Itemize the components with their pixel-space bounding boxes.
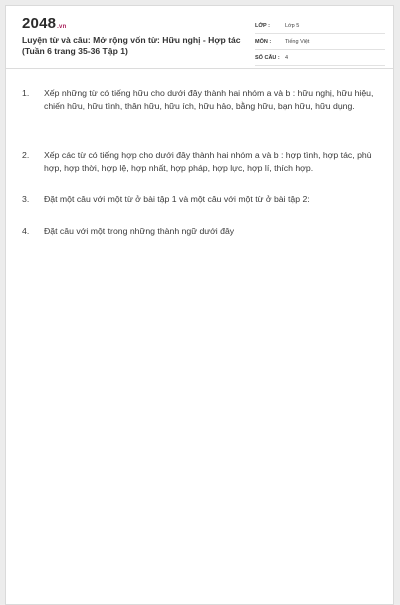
meta-row-question-count [255, 50, 385, 66]
meta-value-question-count: 4 [285, 54, 289, 61]
question-item [22, 149, 384, 175]
meta-value-subject: Tiếng Việt [285, 38, 310, 45]
question-item [22, 193, 384, 206]
meta-label-question-count: SỐ CÂU : [255, 54, 280, 61]
worksheet-header [6, 6, 393, 69]
meta-label-subject: MÔN : [255, 38, 272, 45]
question-number: 1. [22, 88, 30, 98]
question-item [22, 225, 384, 238]
question-text: Đặt một câu với một từ ở bài tập 1 và một câu với một từ ở bài tập 2: [44, 194, 310, 204]
question-text: Xếp những từ có tiếng hữu cho dưới đây thành hai nhóm a và b : hữu nghị, hữu hiệu, chiến hữu, hữu tình, thân hữu, hữu ích, hữu hảo, bằng hữu, bạn hữu, hữu dụng. [44, 88, 374, 111]
site-logo[interactable] [22, 15, 66, 32]
meta-row-grade [255, 18, 385, 34]
question-list [22, 82, 384, 238]
lesson-meta [255, 18, 385, 66]
worksheet-page [5, 5, 394, 605]
meta-value-grade: Lớp 5 [285, 22, 300, 29]
meta-label-grade: LỚP : [255, 22, 270, 29]
meta-row-subject [255, 34, 385, 50]
logo-domain-text: .vn [57, 24, 67, 30]
question-number: 2. [22, 150, 30, 160]
question-number: 3. [22, 194, 30, 204]
question-number: 4. [22, 226, 30, 236]
question-item [22, 87, 384, 113]
question-text: Đặt câu với một trong những thành ngữ dưới đây [44, 226, 235, 236]
lesson-title: Luyện từ và câu: Mở rộng vốn từ: Hữu nghị - Hợp tác (Tuần 6 trang 35-36 Tập 1) [22, 35, 241, 56]
question-text: Xếp các từ có tiếng hợp cho dưới đây thành hai nhóm a và b : hợp tình, hợp tác, phù hợp, hợp thời, hợp lệ, hợp nhất, hợp pháp, hợp lực, hợp lí, thích hợp. [44, 150, 372, 173]
logo-main-text: 2048 [22, 15, 57, 32]
